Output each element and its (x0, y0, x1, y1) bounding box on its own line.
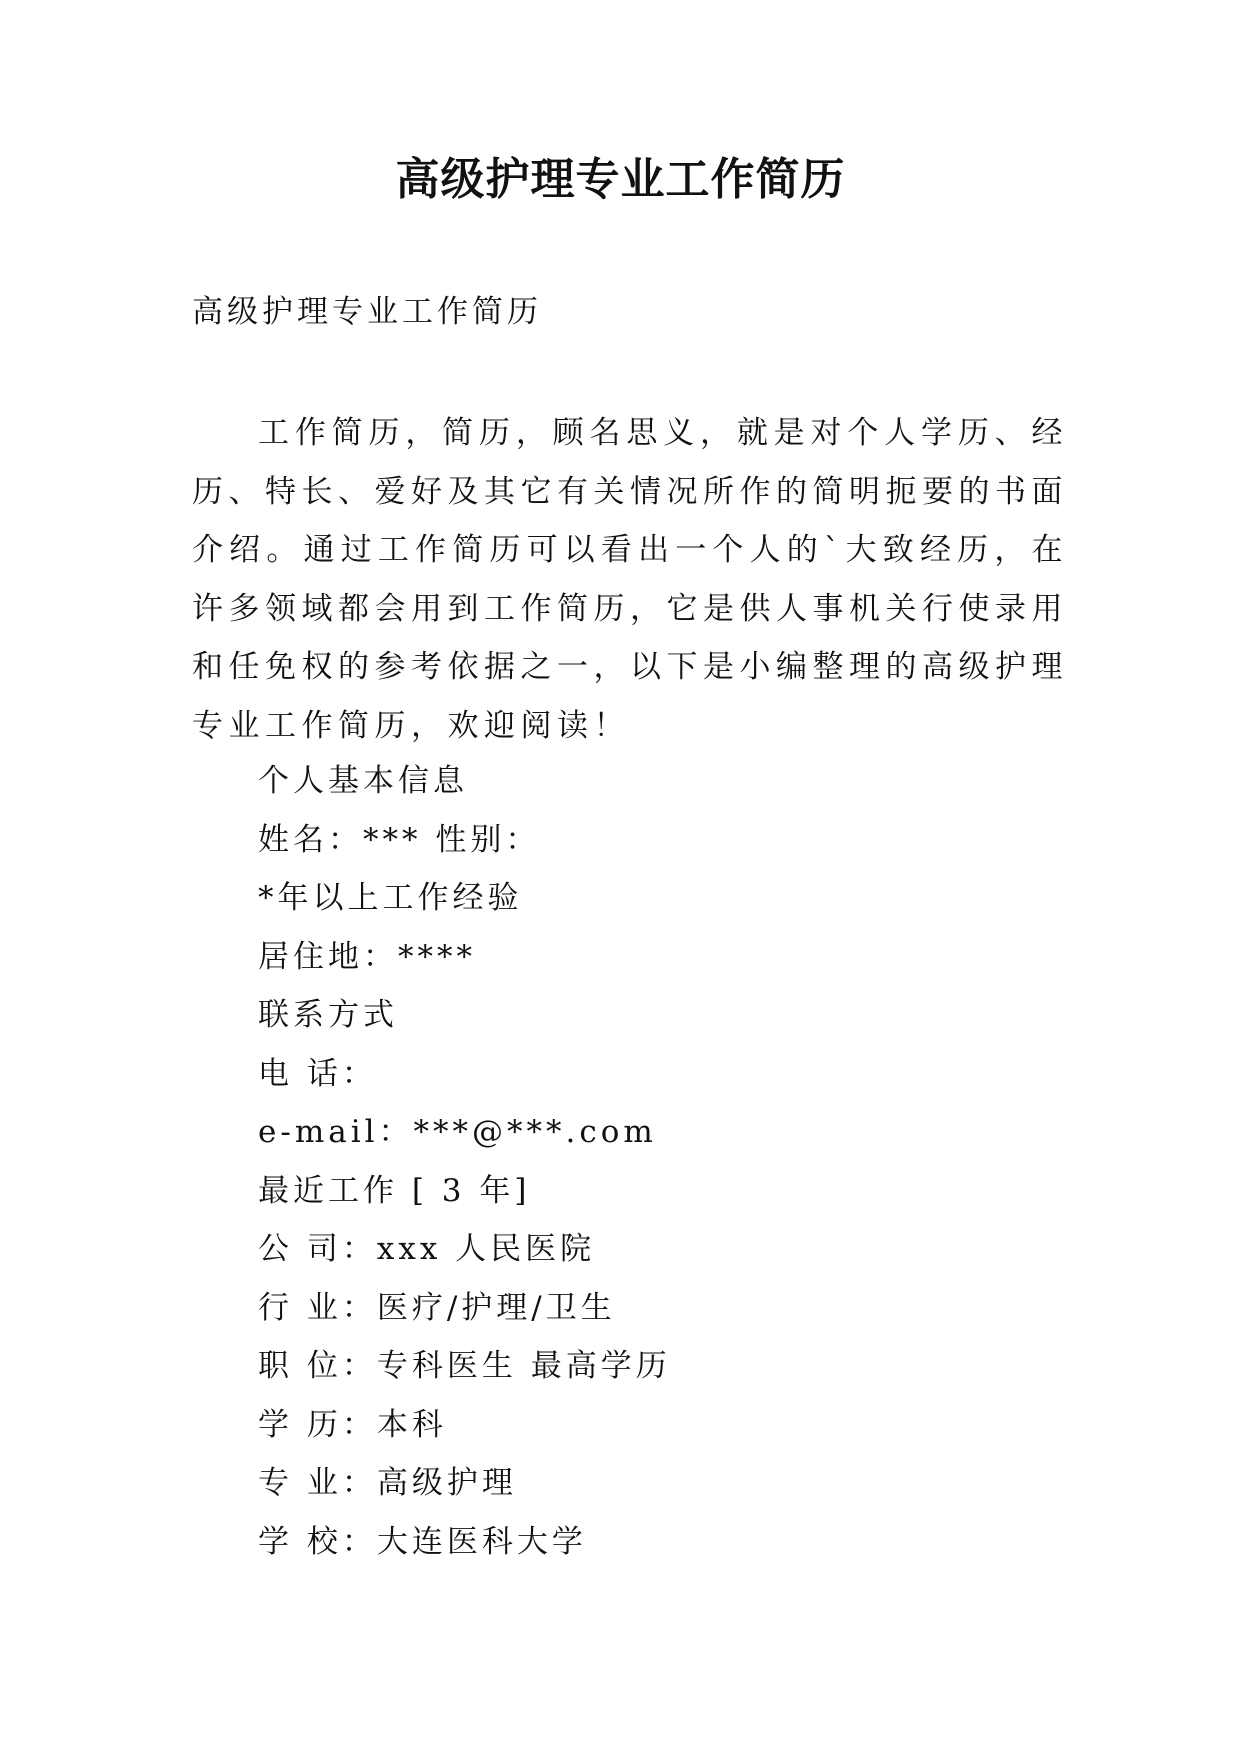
field-education: 学 历：本科 (258, 1406, 447, 1443)
field-phone: 电 话： (258, 1055, 377, 1092)
field-industry: 行 业：医疗/护理/卫生 (258, 1289, 616, 1326)
field-residence: 居住地：**** (258, 938, 476, 975)
field-email: e-mail：***@***.com (258, 1114, 657, 1150)
document-title: 高级护理专业工作简历 (395, 154, 846, 205)
field-major: 专 业：高级护理 (258, 1465, 517, 1501)
field-company: 公 司：xxx 人民医院 (258, 1231, 596, 1267)
document-subtitle: 高级护理专业工作简历 (192, 294, 542, 330)
resume-fields (258, 752, 671, 1571)
field-position: 职 位：专科医生 最高学历 (258, 1348, 671, 1384)
field-school: 学 校：大连医科大学 (258, 1523, 587, 1560)
field-name-gender: 姓名：*** 性别： (258, 821, 541, 858)
section-heading-recent-work: 最近工作 [ 3 年] (258, 1172, 531, 1209)
field-experience: *年以上工作经验 (258, 880, 523, 916)
section-heading-basic-info: 个人基本信息 (258, 763, 468, 799)
intro-paragraph: 工作简历，简历，顾名思义，就是对个人学历、经历、特长、爱好及其它有关情况所作的简明扼要的书面介绍。通过工作简历可以看出一个人的`大致经历，在许多领域都会用到工作简历，它是供人事机关行使录用和任免权的参考依据之一，以下是小编整理的高级护理专业工作简历，欢迎阅读！ (192, 415, 1068, 744)
section-heading-contact: 联系方式 (258, 997, 398, 1033)
